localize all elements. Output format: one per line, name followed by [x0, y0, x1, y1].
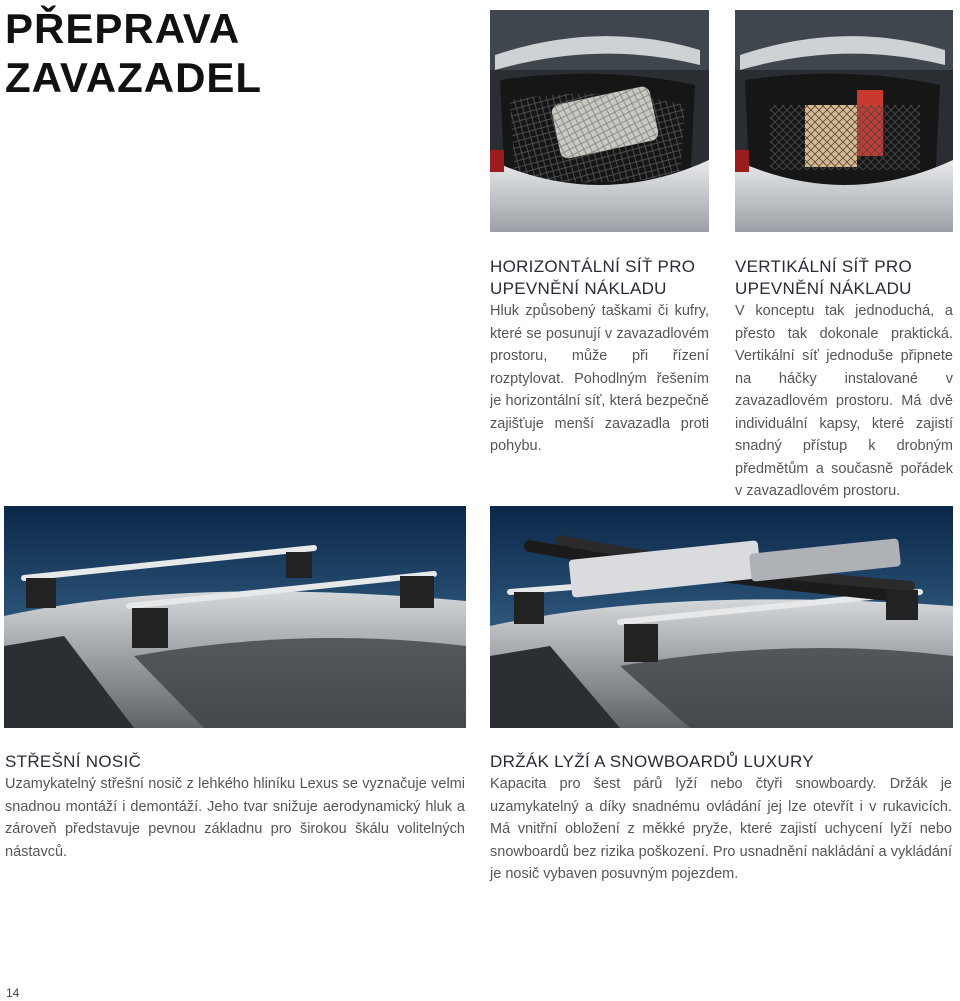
ski-holder-heading: DRŽÁK LYŽÍ A SNOWBOARDŮ LUXURY	[490, 752, 814, 771]
page-number: 14	[6, 986, 20, 1000]
horizontal-net-heading-line-1: HORIZONTÁLNÍ SÍŤ PRO	[490, 257, 696, 276]
ski-holder-text: Kapacita pro šest párů lyží nebo čtyři snowboardy. Držák je uzamykatelný a díky snadnému ovládání jej lze otevřít i v rukavicích. Má vnitřní obložení z měkké pryže, které zajistí uchycení lyží nebo snowboardů bez rizika poškození. Pro usnadnění nakládání a vykládání je nosič vybaven posuvným pojezdem.	[490, 776, 952, 882]
section-vertical-net	[735, 256, 953, 503]
vertical-net-heading-line-2: UPEVNĚNÍ NÁKLADU	[735, 279, 912, 298]
page-title-line-1: PŘEPRAVA	[5, 5, 241, 52]
photo-roof-rack	[4, 506, 466, 728]
horizontal-net-heading	[490, 256, 709, 300]
photo-vertical-net	[735, 10, 953, 232]
horizontal-net-text: Hluk způsobený taškami či kufry, které se posunují v zavazadlovém prostoru, může při řízení rozptylovat. Pohodlným řešením je horizontální síť, která bezpečně zajišťuje menší zavazadla proti pohybu.	[490, 303, 709, 454]
page-title-line-2: ZAVAZADEL	[5, 54, 263, 101]
vertical-net-heading	[735, 256, 953, 300]
vertical-net-text: V konceptu tak jednoduchá, a přesto tak dokonale praktická. Vertikální síť jednoduše připnete na háčky instalované v zavazadlovém prostoru. Má dvě individuální kapsy, které zajistí snadný přístup k drobným předmětům a současně pořádek v zavazadlovém prostoru.	[735, 303, 953, 499]
section-roof-rack	[5, 751, 465, 863]
roof-rack-heading: STŘEŠNÍ NOSIČ	[5, 752, 142, 771]
section-ski-holder	[490, 751, 952, 886]
section-horizontal-net	[490, 256, 709, 458]
photo-horizontal-net	[490, 10, 709, 232]
roof-rack-text: Uzamykatelný střešní nosič z lehkého hliníku Lexus se vyznačuje velmi snadnou montáží i demontáží. Jeho tvar snižuje aerodynamický hluk a zároveň představuje pevnou základnu pro širokou škálu volitelných nástavců.	[5, 776, 465, 860]
page-title	[5, 4, 262, 102]
photo-ski-holder	[490, 506, 953, 728]
horizontal-net-heading-line-2: UPEVNĚNÍ NÁKLADU	[490, 279, 667, 298]
vertical-net-heading-line-1: VERTIKÁLNÍ SÍŤ PRO	[735, 257, 913, 276]
